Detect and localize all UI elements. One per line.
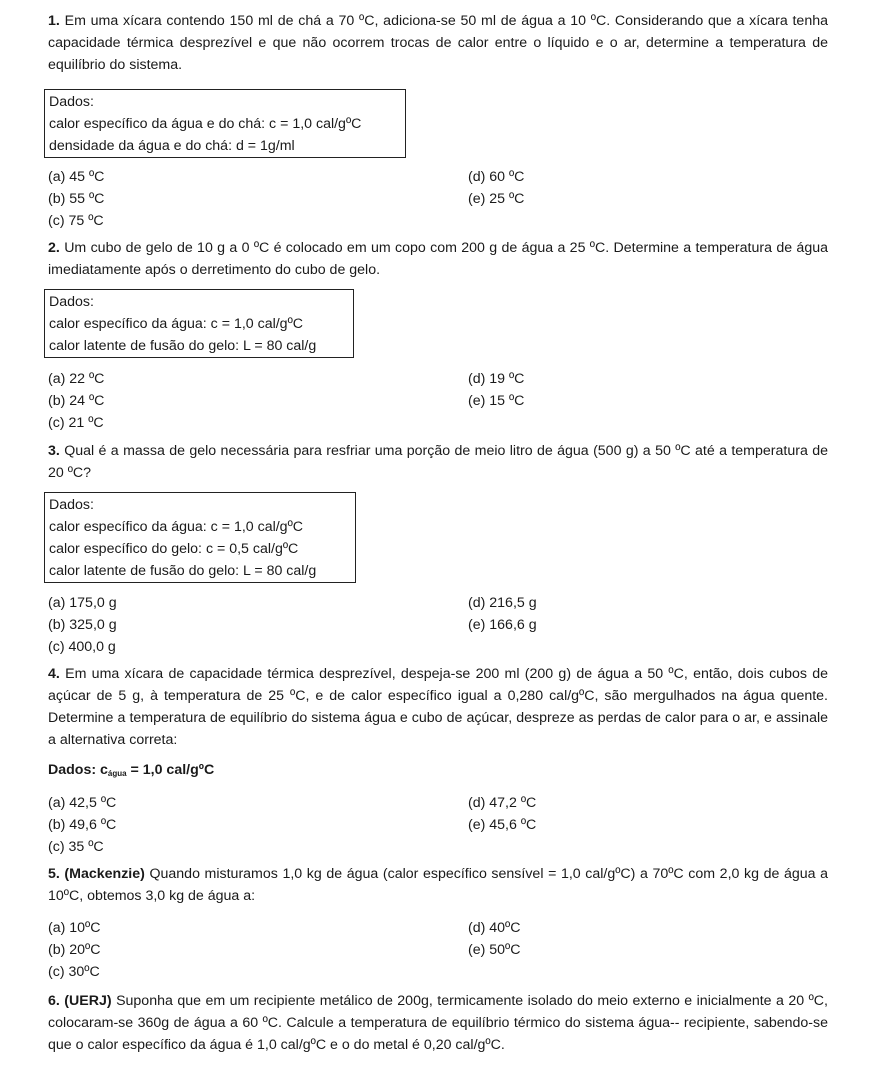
option-e: (e) 25 ºC: [468, 191, 525, 207]
data-line: densidade da água e do chá: d = 1g/ml: [49, 138, 295, 154]
question-6: [48, 990, 828, 1056]
question-number: 3.: [48, 443, 60, 459]
option-b: (b) 55 ºC: [48, 191, 105, 207]
option-a: (a) 42,5 ºC: [48, 795, 117, 811]
option-a: (a) 22 ºC: [48, 371, 105, 387]
option-c: (c) 30ºC: [48, 964, 100, 980]
option-e: (e) 45,6 ºC: [468, 817, 537, 833]
question-number: 1.: [48, 13, 60, 29]
data-subscript: água: [107, 769, 127, 778]
question-text: Um cubo de gelo de 10 g a 0 ºC é colocado em um copo com 200 g de água a 25 ºC. Determine a temperatura de água imediatamente após o derretimento do cubo de gelo.: [48, 240, 828, 278]
question-2: [48, 237, 828, 281]
question-number: 5. (Mackenzie): [48, 866, 145, 882]
option-d: (d) 47,2 ºC: [468, 795, 537, 811]
option-a: (a) 175,0 g: [48, 595, 117, 611]
option-c: (c) 35 ºC: [48, 839, 104, 855]
option-b: (b) 20ºC: [48, 942, 101, 958]
data-line: calor específico da água: c = 1,0 cal/gºC: [49, 316, 304, 332]
data-box-2: [44, 289, 354, 358]
option-b: (b) 24 ºC: [48, 393, 105, 409]
option-d: (d) 216,5 g: [468, 595, 537, 611]
data-line: calor latente de fusão do gelo: L = 80 cal/g: [49, 563, 317, 579]
data-line-4: [48, 759, 828, 785]
question-text: Em uma xícara de capacidade térmica desprezível, despeja-se 200 ml (200 g) de água a 50 ºC, então, dois cubos de açúcar de 5 g, à temperatura de 25 ºC, e de calor específico igual a 0,280 cal/gºC, são mergulhados na água quente. Determine a temperatura de equilíbrio do sistema água e cubo de açúcar, despreze as perdas de calor para o ar, e assinale a alternativa correta:: [48, 666, 828, 748]
option-a: (a) 45 ºC: [48, 169, 105, 185]
option-a: (a) 10ºC: [48, 920, 101, 936]
data-title: Dados:: [49, 294, 94, 310]
question-text: Em uma xícara contendo 150 ml de chá a 70 ºC, adiciona-se 50 ml de água a 10 ºC. Considerando que a xícara tenha capacidade térmica desprezível e que não ocorrem trocas de calor entre o líquido e o ar, determine a temperatura de equilíbrio do sistema.: [48, 13, 828, 73]
data-title: Dados:: [49, 497, 94, 513]
option-c: (c) 400,0 g: [48, 639, 116, 655]
data-line: calor específico da água: c = 1,0 cal/gºC: [49, 519, 304, 535]
option-c: (c) 21 ºC: [48, 415, 104, 431]
data-line: calor latente de fusão do gelo: L = 80 cal/g: [49, 338, 317, 354]
option-e: (e) 50ºC: [468, 942, 521, 958]
option-d: (d) 40ºC: [468, 920, 521, 936]
question-4: [48, 663, 828, 751]
question-number: 2.: [48, 240, 60, 256]
question-3: [48, 440, 828, 484]
option-b: (b) 325,0 g: [48, 617, 117, 633]
data-title: Dados:: [49, 94, 94, 110]
option-b: (b) 49,6 ºC: [48, 817, 117, 833]
question-text: Suponha que em um recipiente metálico de 200g, termicamente isolado do meio externo e inicialmente a 20 ºC, colocaram-se 360g de água a 60 ºC. Calcule a temperatura de equilíbrio térmico do sistema água-- recipiente, sabendo-se que o calor específico da água é 1,0 cal/gºC e o do metal é 0,20 cal/gºC.: [48, 993, 828, 1053]
question-number: 6. (UERJ): [48, 993, 112, 1009]
question-text: Qual é a massa de gelo necessária para resfriar uma porção de meio litro de água (500 g) a 50 ºC até a temperatura de 20 ºC?: [48, 443, 828, 481]
option-e: (e) 15 ºC: [468, 393, 525, 409]
data-line: calor específico da água e do chá: c = 1,0 cal/gºC: [49, 116, 362, 132]
question-text: Quando misturamos 1,0 kg de água (calor específico sensível = 1,0 cal/gºC) a 70ºC com 2,0 kg de água a 10ºC, obtemos 3,0 kg de água a:: [48, 866, 828, 904]
data-prefix: Dados: c: [48, 762, 108, 778]
option-e: (e) 166,6 g: [468, 617, 537, 633]
option-d: (d) 60 ºC: [468, 169, 525, 185]
question-1: [48, 10, 828, 76]
question-number: 4.: [48, 666, 60, 682]
data-line: calor específico do gelo: c = 0,5 cal/gºC: [49, 541, 299, 557]
option-c: (c) 75 ºC: [48, 213, 104, 229]
data-box-3: [44, 492, 356, 583]
question-5: [48, 863, 828, 907]
option-d: (d) 19 ºC: [468, 371, 525, 387]
data-box-1: [44, 89, 406, 158]
data-suffix: = 1,0 cal/gºC: [126, 762, 215, 778]
